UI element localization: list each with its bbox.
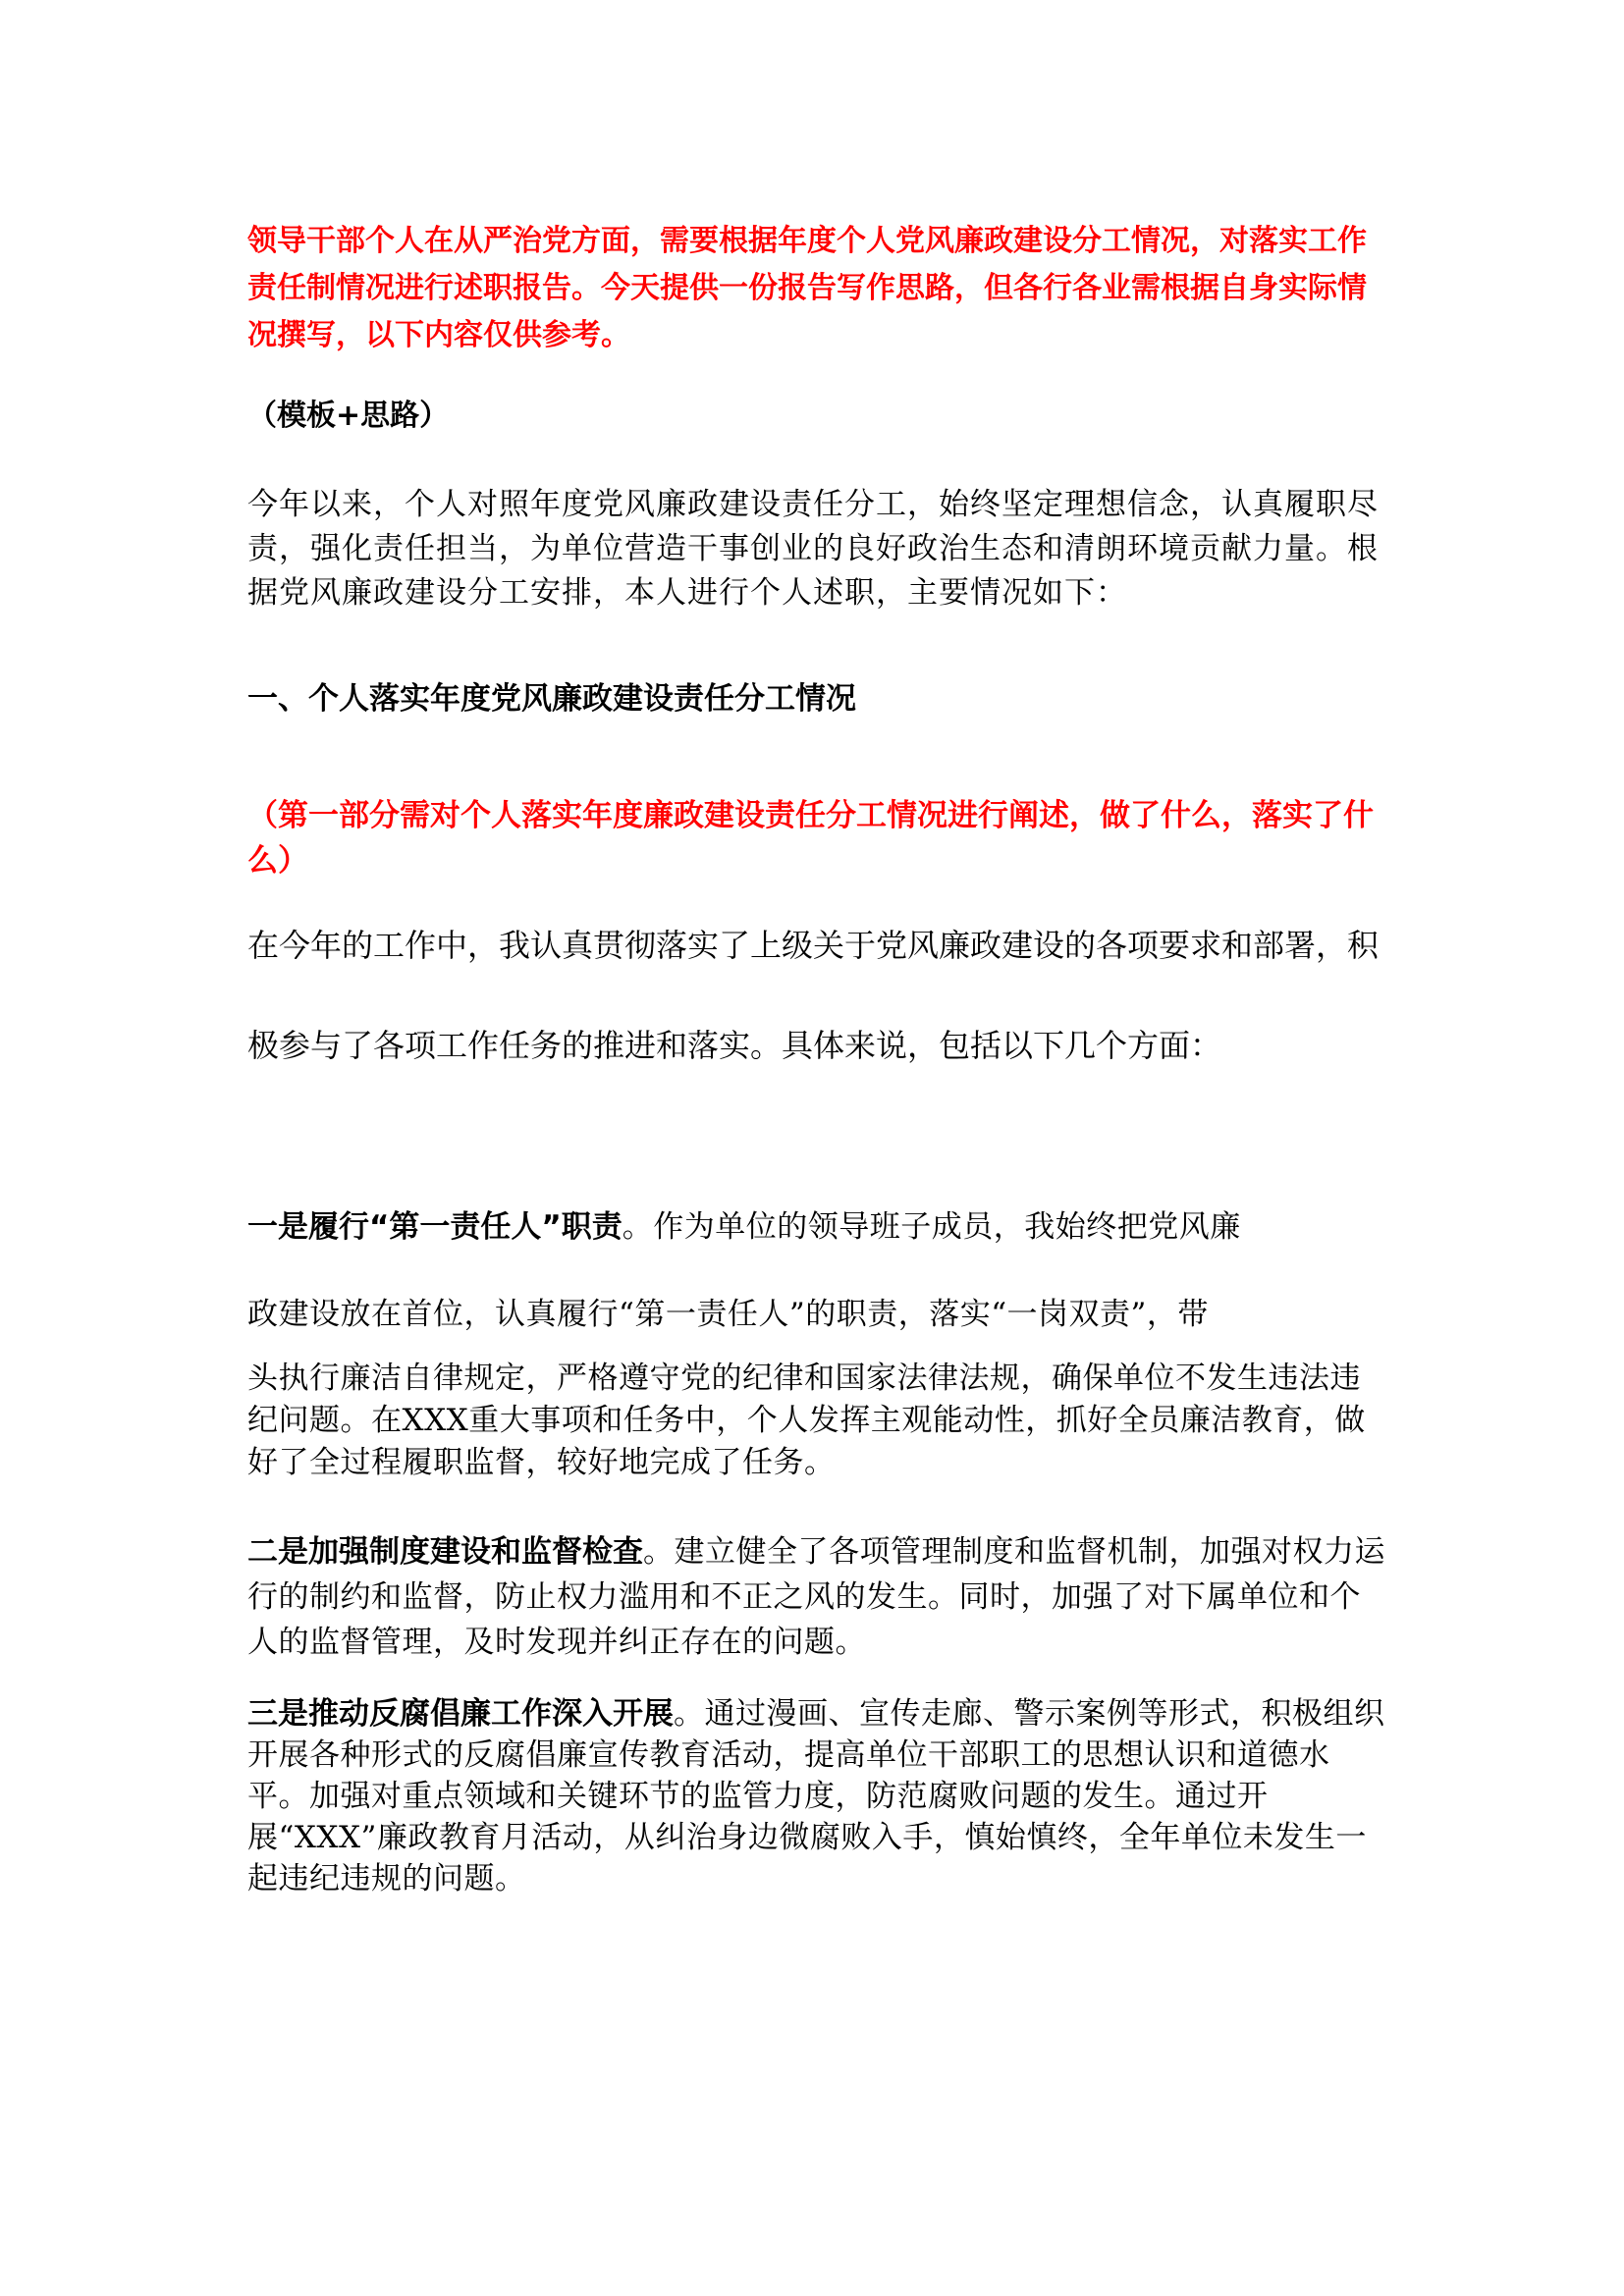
section-heading: 一、个人落实年度党风廉政建设责任分工情况 <box>247 681 856 717</box>
item-lead: 三是推动反腐倡廉工作深入开展 <box>247 1696 674 1732</box>
intro-note: 领导干部个人在从严治党方面，需要根据年度个人党风廉政建设分工情况，对落实工作责任制情况进行述职报告。今天提供一份报告写作思路，但各行各业需根据自身实际情况撰写，以下内容仅供参考。 <box>247 224 1367 352</box>
item-lead: 二是加强制度建设和监督检查 <box>247 1534 643 1570</box>
item-lead: 一是履行“第一责任人”职责 <box>247 1209 623 1245</box>
item-text-rest: 头执行廉洁自律规定，严格遵守党的纪律和国家法律法规，确保单位不发生违法违纪问题。在XXX重大事项和任务中，个人发挥主观能动性，抓好全员廉洁教育，做好了全过程履职监督，较好地完成了任务。 <box>247 1361 1366 1480</box>
list-item <box>247 1204 1386 1250</box>
item-text-line: 政建设放在首位，认真履行“第一责任人”的职责，落实“一岗双责”，带 <box>247 1297 1209 1332</box>
opening-paragraph: 今年以来，个人对照年度党风廉政建设责任分工，始终坚定理想信念，认真履职尽责，强化责任担当，为单位营造干事创业的良好政治生态和清朗环境贡献力量。根据党风廉政建设分工安排，本人进行个人述职，主要情况如下： <box>247 487 1379 611</box>
section-note: （第一部分需对个人落实年度廉政建设责任分工情况进行阐述，做了什么，落实了什么） <box>247 798 1374 879</box>
section-intro-paragraph: 在今年的工作中，我认真贯彻落实了上级关于党风廉政建设的各项要求和部署，积极参与了各项工作任务的推进和落实。具体来说，包括以下几个方面： <box>247 927 1380 1064</box>
item-text: 。建立健全了各项管理制度和监督机制，加强对权力运行的制约和监督，防止权力滥用和不正之风的发生。同时，加强了对下属单位和个人的监督管理，及时发现并纠正存在的问题。 <box>247 1534 1385 1660</box>
item-text: 。通过漫画、宣传走廊、警示案例等形式，积极组织开展各种形式的反腐倡廉宣传教育活动，提高单位干部职工的思想认识和道德水平。加强对重点领域和关键环节的监管力度，防范腐败问题的发生。通过开展“XXX”廉政教育月活动，从纠治身边微腐败入手，慎始慎终，全年单位未发生一起违纪违规的问题。 <box>247 1696 1385 1896</box>
list-item <box>247 1693 1386 1899</box>
item-text: 。作为单位的领导班子成员，我始终把党风廉 <box>622 1209 1241 1245</box>
list-item <box>247 1529 1386 1665</box>
template-note: （模板+思路） <box>247 399 450 433</box>
